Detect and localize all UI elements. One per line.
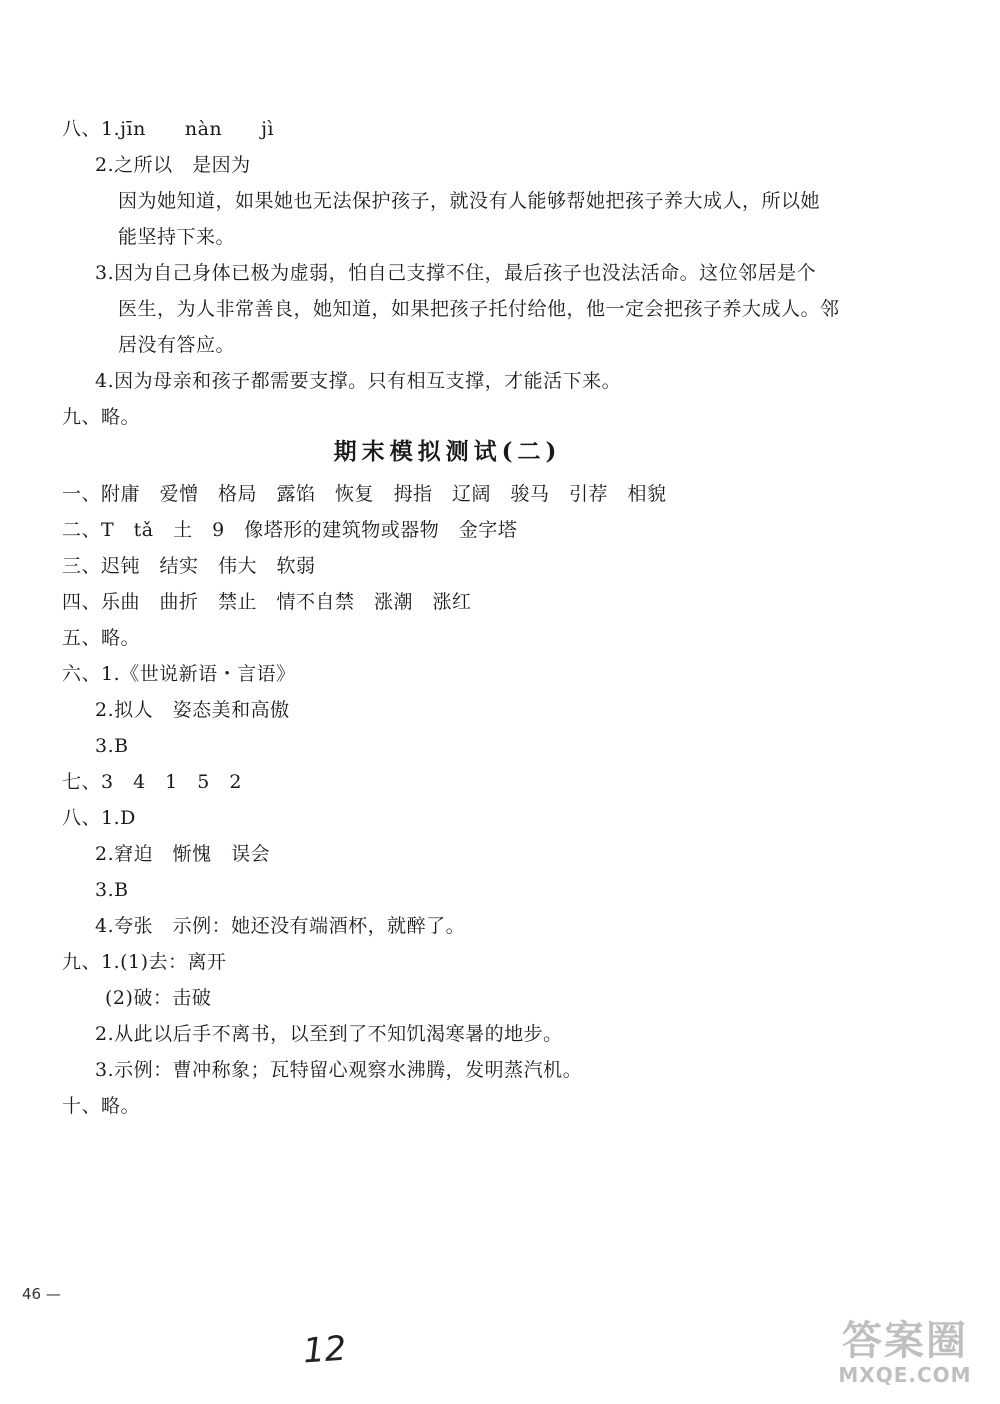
answer-line: 因为她知道，如果她也无法保护孩子，就没有人能够帮她把孩子养大成人，所以她 [118,190,821,212]
answer-line: 四、乐曲 曲折 禁止 情不自禁 涨潮 涨红 [62,591,472,613]
answer-line: 三、迟钝 结实 伟大 软弱 [62,555,316,577]
answer-line: 医生，为人非常善良，她知道，如果把孩子托付给他，他一定会把孩子养大成人。邻 [118,298,840,320]
answer-line: 十、略。 [62,1095,141,1117]
page-number: 46 — [22,1285,61,1303]
watermark-site: MXQE.COM [838,1363,972,1387]
handwritten-mark: 12 [301,1328,348,1372]
answer-line: 能坚持下来。 [118,226,236,248]
answer-line: 六、1.《世说新语・言语》 [62,663,296,685]
answer-line: 2.之所以 是因为 [95,154,251,176]
answer-line: 九、略。 [62,406,141,428]
answer-line: 2.从此以后手不离书，以至到了不知饥渴寒暑的地步。 [95,1023,563,1045]
answer-line: 八、1.jīn nàn jì [62,118,275,140]
answer-line: 八、1.D [62,807,136,829]
answer-line: 五、略。 [62,627,141,649]
answer-line: 居没有答应。 [118,334,236,356]
answer-line: 4.因为母亲和孩子都需要支撑。只有相互支撑，才能活下来。 [95,370,622,392]
answer-line: 3.示例：曹冲称象；瓦特留心观察水沸腾，发明蒸汽机。 [95,1059,583,1081]
answer-line: 2.窘迫 惭愧 误会 [95,843,271,865]
answer-line: 二、T tǎ 土 9 像塔形的建筑物或器物 金字塔 [62,519,518,541]
answer-line: 九、1.(1)去：离开 [62,951,227,973]
answer-line: 4.夸张 示例：她还没有端酒杯，就醉了。 [95,915,466,937]
answer-line: 3.B [95,879,129,901]
answer-line: (2)破：击破 [105,987,212,1009]
answer-line: 七、3 4 1 5 2 [62,771,242,793]
answer-line: 2.拟人 姿态美和高傲 [95,699,290,721]
section-title: 期末模拟测试(二) [333,438,562,465]
watermark-logo: 答案圈 [842,1318,968,1364]
watermark [820,1318,990,1394]
answer-line: 一、附庸 爱憎 格局 露馅 恢复 拇指 辽阔 骏马 引荐 相貌 [62,483,667,505]
answer-line: 3.B [95,735,129,757]
answer-line: 3.因为自己身体已极为虚弱，怕自己支撑不住，最后孩子也没法活命。这位邻居是个 [95,262,817,284]
